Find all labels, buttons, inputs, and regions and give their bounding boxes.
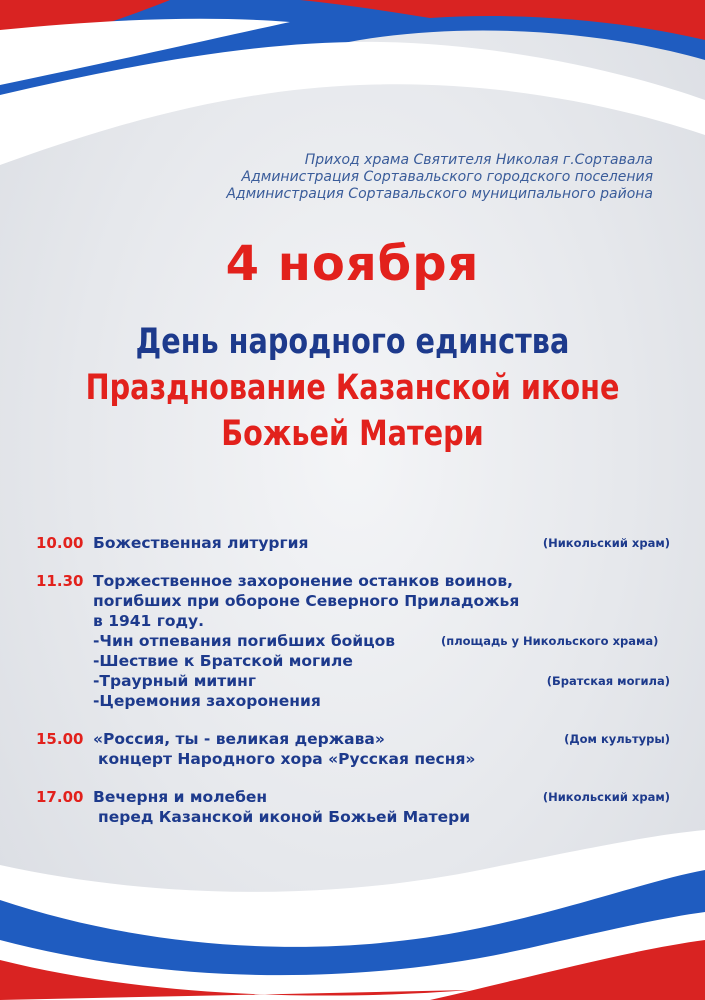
organizer-city-admin: Администрация Сортавальского городского поселения: [241, 169, 653, 185]
schedule-time: 10.00: [36, 534, 84, 552]
schedule-place: (Братская могила): [546, 674, 670, 688]
schedule-place: (площадь у Никольского храма): [441, 634, 659, 648]
title-kazan-icon: Празднование Казанской иконе: [85, 368, 620, 408]
schedule-text: -Шествие к Братской могиле: [93, 652, 353, 670]
schedule-place: (Дом культуры): [564, 732, 670, 746]
schedule-text: Торжественное захоронение останков воинов,: [93, 572, 514, 590]
organizer-parish: Приход храма Святителя Николая г.Сортавала: [304, 152, 653, 168]
schedule-text: концерт Народного хора «Русская песня»: [98, 750, 476, 768]
schedule-time: 11.30: [36, 572, 84, 590]
schedule-text: в 1941 году.: [93, 612, 204, 630]
schedule-text: -Чин отпевания погибших бойцов: [93, 632, 396, 650]
schedule-text: -Траурный митинг: [93, 672, 256, 690]
schedule-place: (Никольский храм): [542, 536, 670, 550]
schedule-text: «Россия, ты - великая держава»: [93, 730, 385, 748]
schedule-text: Вечерня и молебен: [93, 788, 268, 806]
schedule-text: -Церемония захоронения: [93, 692, 321, 710]
title-unity-day: День народного единства: [135, 322, 570, 362]
schedule-place: (Никольский храм): [542, 790, 670, 804]
event-date: 4 ноября: [225, 236, 480, 292]
schedule-item: [36, 788, 676, 828]
schedule-text: погибших при обороне Северного Приладожья: [93, 592, 520, 610]
schedule-text: перед Казанской иконой Божьей Матери: [98, 808, 471, 826]
schedule-text: Божественная литургия: [93, 534, 309, 552]
organizer-district-admin: Администрация Сортавальского муниципального района: [226, 186, 653, 202]
organizers: [226, 152, 653, 203]
schedule-item: [36, 572, 676, 712]
schedule-item: [36, 730, 676, 770]
schedule-item: [36, 534, 676, 554]
schedule-time: 17.00: [36, 788, 84, 806]
title-mother-of-god: Божьей Матери: [221, 414, 484, 454]
schedule: [36, 534, 676, 846]
schedule-time: 15.00: [36, 730, 84, 748]
